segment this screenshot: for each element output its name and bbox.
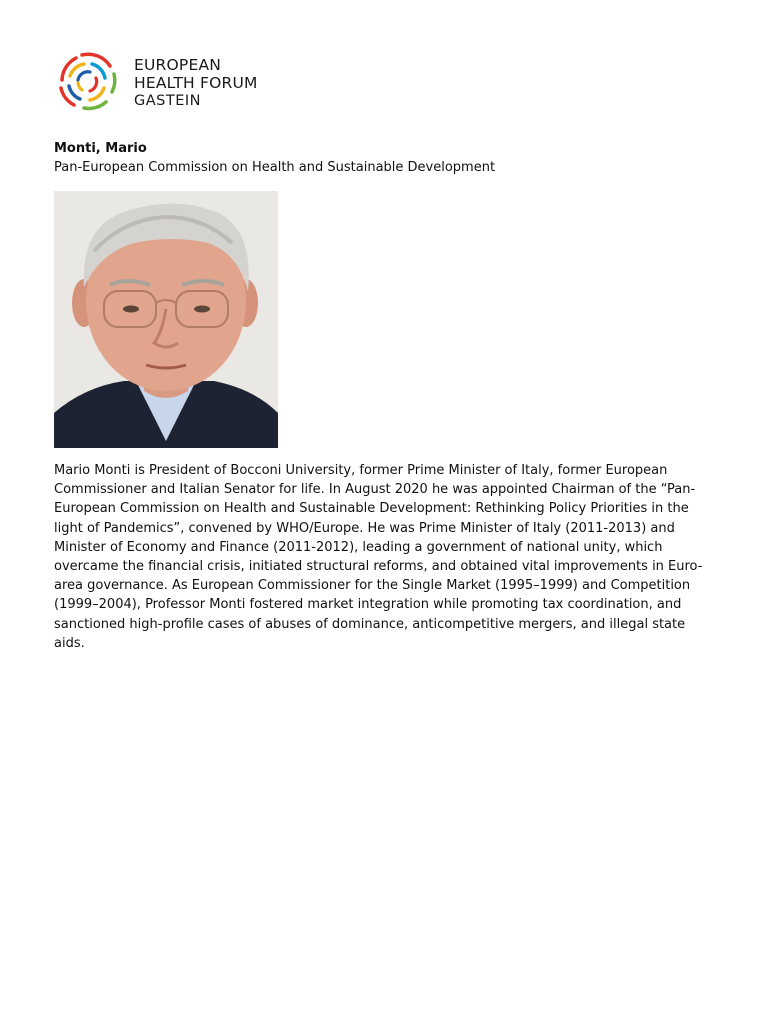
- speaker-affiliation: Pan-European Commission on Health and Sustainable Development: [54, 160, 496, 175]
- logo-line-gastein: GASTEIN: [134, 93, 202, 109]
- logo-line-european: EUROPEAN: [134, 56, 222, 74]
- speaker-portrait: [54, 191, 278, 448]
- ehfg-logo-mark-icon: [54, 50, 120, 114]
- speaker-name: Monti, Mario: [54, 141, 147, 156]
- ehfg-logo: [54, 50, 274, 114]
- logo-line-health-forum: HEALTH FORUM: [134, 74, 258, 92]
- speaker-bio: Mario Monti is President of Bocconi University, former Prime Minister of Italy, former European Commissioner and Italian Senator for life. In August 2020 he was appointed Chairman of the “Pan-European Commission on Health and Sustainable Development: Rethinking Policy Priorities in the light of Pandemics”, convened by WHO/Europe. He was Prime Minister of Italy (2011-2013) and Minister of Economy and Finance (2011-2012), leading a government of national unity, which overcame the financial crisis, initiated structural reforms, and obtained vital improvements in Euro-area governance. As European Commissioner for the Single Market (1995–1999) and Competition (1999–2004), Professor Monti fostered market integration while promoting tax coordination, and sanctioned high-profile cases of abuses of dominance, anticompetitive mergers, and illegal state aids.: [54, 463, 703, 651]
- logo-wordmark: [134, 56, 258, 110]
